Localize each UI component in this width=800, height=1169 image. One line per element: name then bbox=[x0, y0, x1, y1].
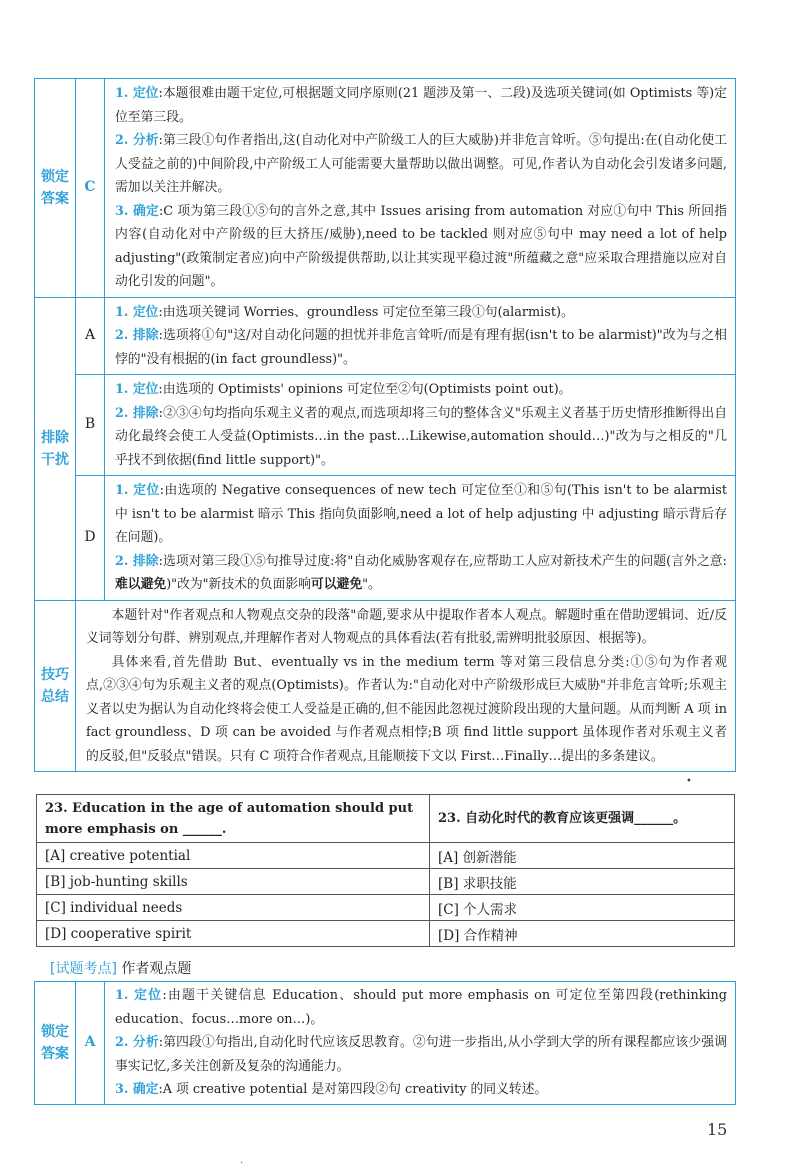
analysis-line: 3. 确定:C 项为第三段①⑤句的言外之意,其中 Issues arising from automation 对应①句中 This 所回指内容(自动化对中产阶级的巨大挤压/威胁),need to be tackled 则对应⑤句中 may need a lot of help adjusting"(政策制定者应)向中产阶级提供帮助,以让其实现平稳过渡"所蕴藏之意"应采取合理措施以应对自动化引发的问题"。 bbox=[115, 203, 727, 289]
answer-option: C bbox=[76, 79, 105, 298]
test-point-type: 作者观点题 bbox=[121, 961, 192, 977]
summary-body bbox=[76, 600, 736, 772]
test-point-tag bbox=[50, 958, 191, 978]
option-en: [A] creative potential bbox=[37, 843, 430, 869]
option-en: [C] individual needs bbox=[37, 895, 430, 921]
analysis-table-q23 bbox=[34, 981, 736, 1105]
category-label: 锁定答案 bbox=[35, 79, 76, 298]
option-row bbox=[37, 869, 735, 895]
category-label: 锁定答案 bbox=[35, 982, 76, 1105]
analysis-line: 2. 排除:选项对第三段①⑤句推导过度:将"自动化威胁客观存在,应帮助工人应对新技术产生的问题(言外之意:难以避免)"改为"新技术的负面影响可以避免"。 bbox=[115, 553, 727, 592]
test-point-label: [试题考点] bbox=[50, 961, 117, 977]
option-letter: D bbox=[76, 476, 105, 601]
analysis-line: 1. 定位:由选项关键词 Worries、groundless 可定位至第三段①句(alarmist)。 bbox=[115, 304, 574, 320]
distractor-row-a bbox=[35, 297, 736, 375]
question-stem-zh: 23. 自动化时代的教育应该更强调______。 bbox=[430, 795, 735, 843]
option-letter: B bbox=[76, 375, 105, 476]
answer-option: A bbox=[76, 982, 105, 1105]
analysis-line: 1. 定位:由选项的 Optimists' opinions 可定位至②句(Optimists point out)。 bbox=[115, 382, 572, 397]
distractor-row-d bbox=[35, 476, 736, 601]
locked-answer-row bbox=[35, 79, 736, 298]
distractor-row-b bbox=[35, 375, 736, 476]
category-label: 技巧总结 bbox=[35, 600, 76, 772]
analysis-body bbox=[105, 375, 736, 476]
question-table bbox=[36, 794, 735, 947]
analysis-line: 1. 定位:由选项的 Negative consequences of new tech 可定位至①和⑤句(This isn't to be alarmist 中 isn't to be alarmist 暗示 This 指向负面影响,need a lot of help adjusting 中 adjusting 暗示背后存在问题)。 bbox=[115, 483, 727, 545]
analysis-line: 3. 确定:A 项 creative potential 是对第四段②句 creativity 的同义转述。 bbox=[115, 1082, 548, 1097]
analysis-body bbox=[105, 297, 736, 375]
option-row bbox=[37, 921, 735, 947]
option-en: [B] job-hunting skills bbox=[37, 869, 430, 895]
technique-summary-row bbox=[35, 600, 736, 772]
option-row bbox=[37, 843, 735, 869]
page-number: 15 bbox=[707, 1120, 728, 1139]
analysis-line: 2. 排除:②③④句均指向乐观主义者的观点,而选项却将三句的整体含义"乐观主义者基于历史情形推断得出自动化最终会使工人受益(Optimists…in the past…Likewise,automation should…)"改为与之相反的"几乎找不到依据(find little support)"。 bbox=[115, 405, 727, 468]
option-zh: [B] 求职技能 bbox=[430, 869, 735, 895]
summary-paragraph: 具体来看,首先借助 But、eventually vs in the medium term 等对第三段信息分类:①⑤句为作者观点,②③④句为乐观主义者的观点(Optimists)。作者认为:"自动化对中产阶级形成巨大威胁"并非危言耸听;乐观主义者以史为据认为自动化终将会使工人受益是正确的,但不能因此忽视过渡阶段出现的大量问题。从而判断 A 项 in fact groundless、D 项 can be avoided 与作者观点相悖;B 项 find little support 虽体现作者对乐观主义者的反驳,但"反驳点"错误。只有 C 项符合作者观点,且能顺接下文以 First…Finally…提出的多条建议。 bbox=[86, 654, 727, 764]
option-letter: A bbox=[76, 297, 105, 375]
analysis-body bbox=[105, 982, 736, 1105]
decorative-dot: · bbox=[240, 1158, 244, 1169]
analysis-body bbox=[105, 476, 736, 601]
option-zh: [A] 创新潜能 bbox=[430, 843, 735, 869]
analysis-body bbox=[105, 79, 736, 298]
analysis-line: 1. 定位:由题干关键信息 Education、should put more emphasis on 可定位至第四段(rethinking education、focus…more on…)。 bbox=[115, 988, 727, 1027]
option-row bbox=[37, 895, 735, 921]
category-label: 排除干扰 bbox=[35, 297, 76, 600]
locked-answer-row bbox=[35, 982, 736, 1105]
option-zh: [C] 个人需求 bbox=[430, 895, 735, 921]
summary-paragraph: 本题针对"作者观点和人物观点交杂的段落"命题,要求从中提取作者本人观点。解题时重在借助逻辑词、近/反义词等划分句群、辨别观点,并理解作者对人物观点的具体看法(若有批驳,需辨明批驳原因、根据等)。 bbox=[86, 607, 727, 646]
decorative-dot: • bbox=[686, 776, 692, 787]
analysis-line: 2. 分析:第三段①句作者指出,这(自动化对中产阶级工人的巨大威胁)并非危言耸听。⑤句提出:在(自动化使工人受益之前的)中间阶段,中产阶级工人可能需要大量帮助以做出调整。可见,作者认为自动化会引发诸多问题,需加以关注并解决。 bbox=[115, 133, 727, 195]
option-en: [D] cooperative spirit bbox=[37, 921, 430, 947]
analysis-line: 2. 排除:选项将①句"这/对自动化问题的担忧并非危言耸听/而是有理有据(isn't to be alarmist)"改为与之相悖的"没有根据的(in fact groundless)"。 bbox=[115, 328, 727, 367]
analysis-line: 1. 定位:本题很难由题干定位,可根据题文同序原则(21 题涉及第一、二段)及选项关键词(如 Optimists 等)定位至第三段。 bbox=[115, 86, 727, 125]
analysis-table bbox=[34, 78, 736, 772]
question-stem-en: 23. Education in the age of automation should put more emphasis on ______. bbox=[37, 795, 430, 843]
option-zh: [D] 合作精神 bbox=[430, 921, 735, 947]
analysis-line: 2. 分析:第四段①句指出,自动化时代应该反思教育。②句进一步指出,从小学到大学的所有课程都应该少强调事实记忆,多关注创新及复杂的沟通能力。 bbox=[115, 1035, 727, 1074]
